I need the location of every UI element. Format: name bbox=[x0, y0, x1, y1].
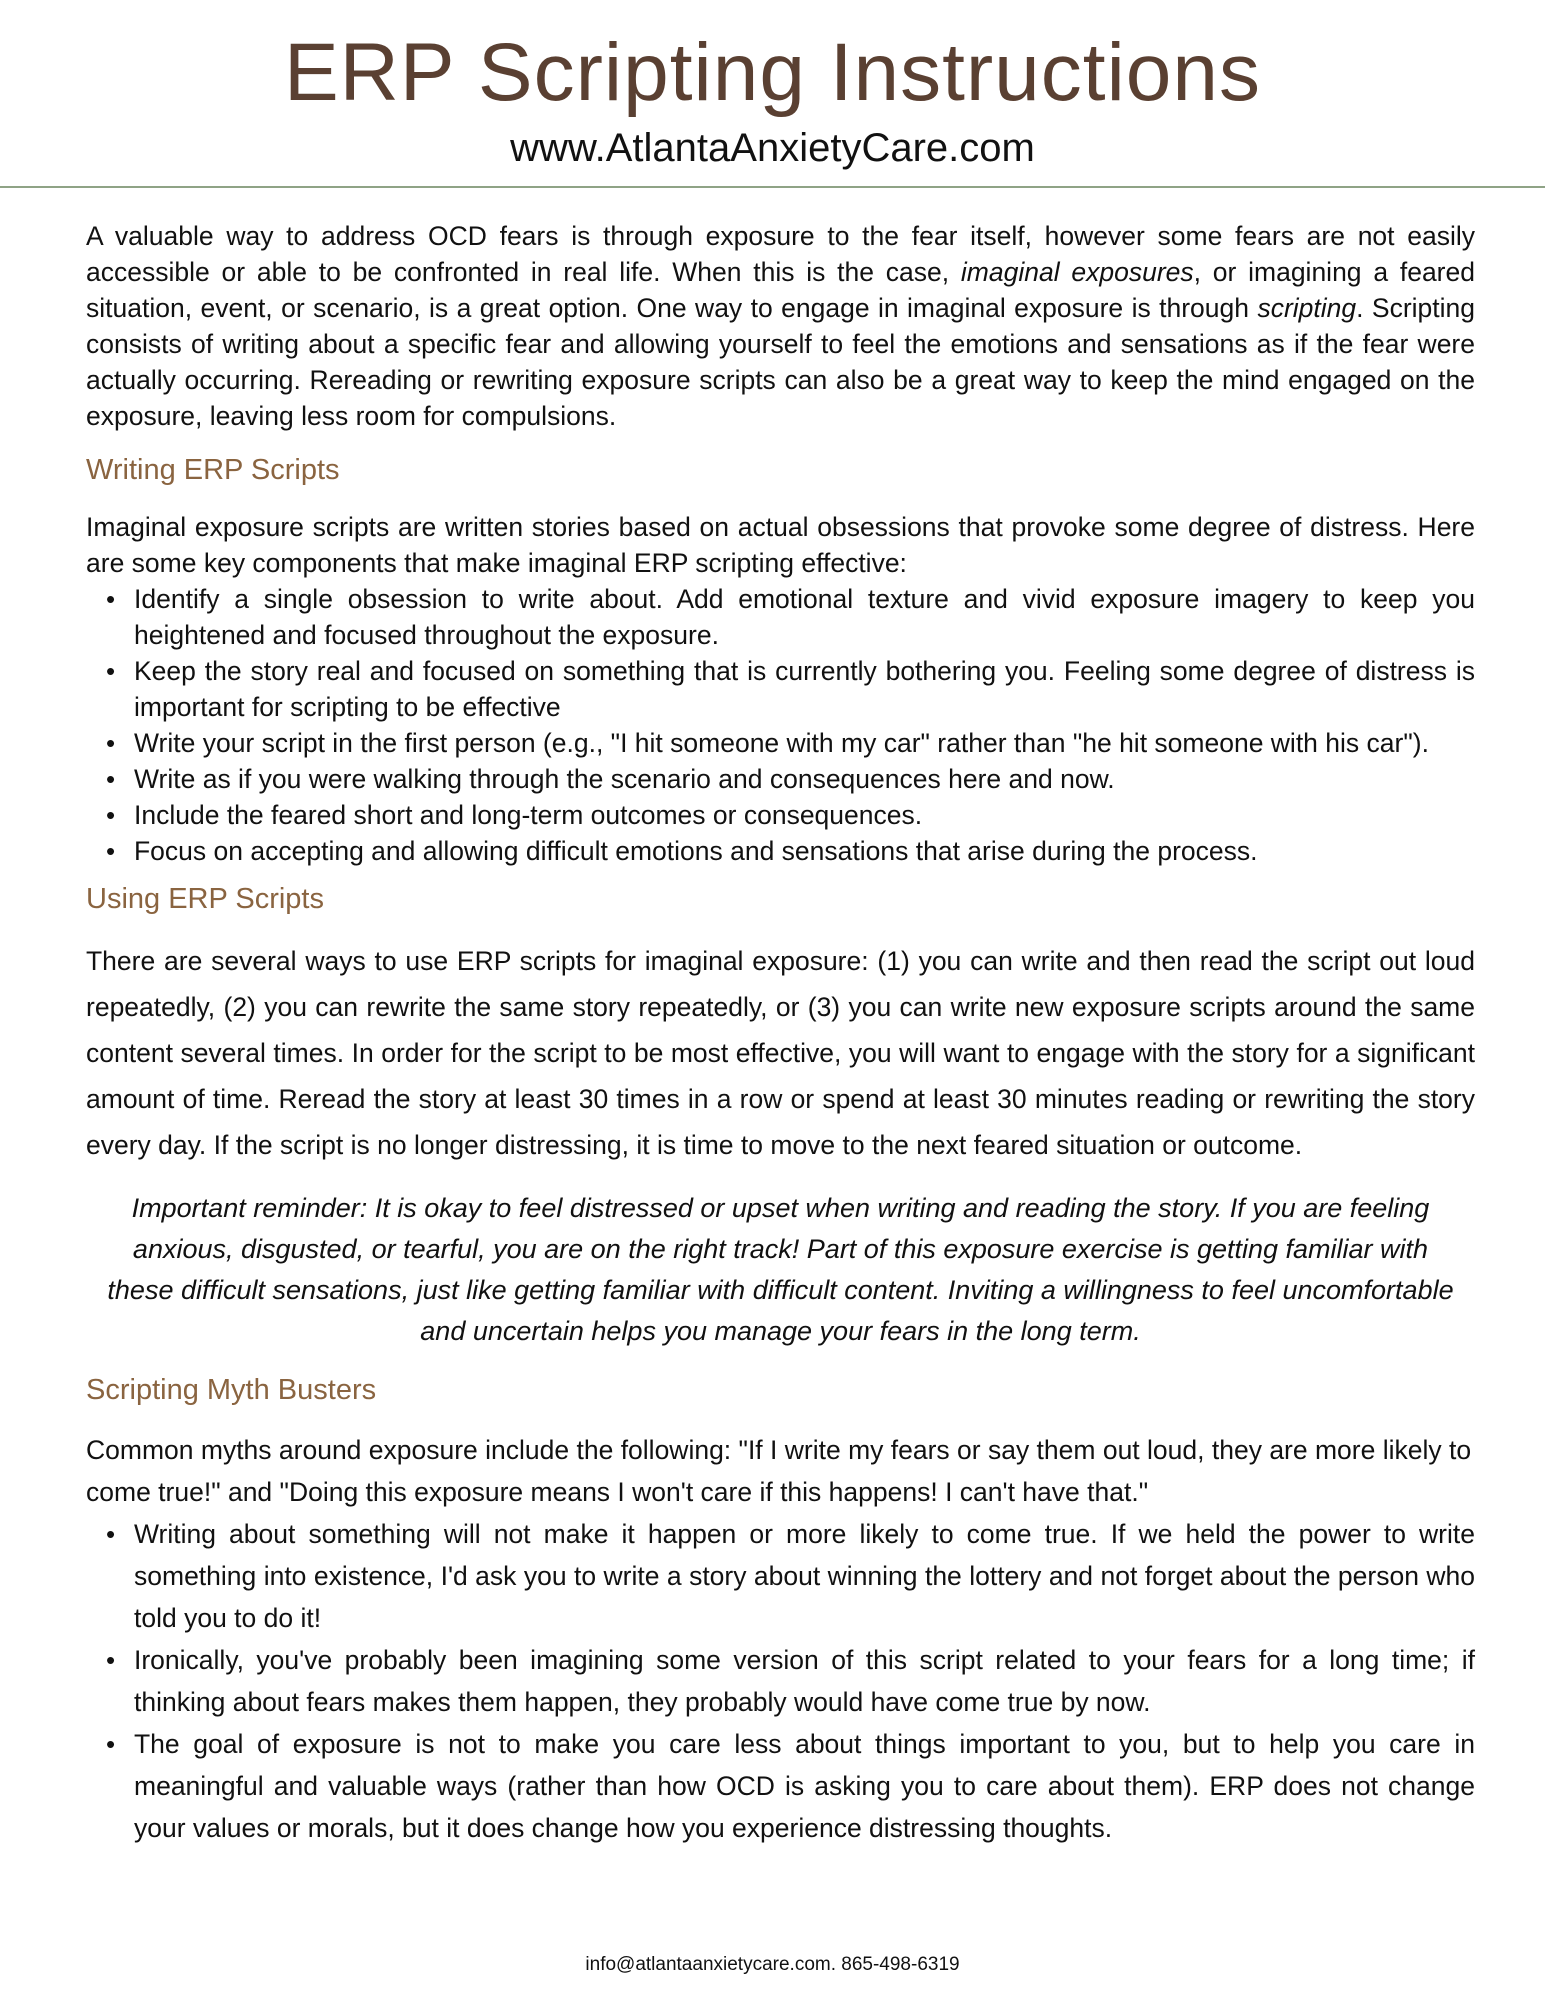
list-item: • Writing about something will not make it happen or more likely to come true. If we held the power to write something into existence, I'd ask you to write a story about winning the lottery and not forget about the person who told you to do it! bbox=[134, 1513, 1475, 1639]
intro-emphasis-scripting: scripting bbox=[1257, 293, 1357, 324]
list-item: • Write as if you were walking through the scenario and consequences here and now. bbox=[134, 761, 1475, 797]
section-heading-writing: Writing ERP Scripts bbox=[86, 454, 340, 487]
document-header bbox=[0, 0, 1545, 172]
myths-paragraph: Common myths around exposure include the following: "If I write my fears or say them out loud, they are more likely to come true!" and "Doing this exposure means I won't care if this happens! I can't have that." bbox=[86, 1435, 1472, 1508]
intro-paragraph bbox=[86, 218, 1475, 434]
list-item: • Identify a single obsession to write about. Add emotional texture and vivid exposure imagery to keep you heightened and focused throughout the exposure. bbox=[134, 581, 1475, 653]
document-title: ERP Scripting Instructions bbox=[283, 27, 1261, 118]
document-body bbox=[0, 188, 1545, 1849]
using-paragraph: There are several ways to use ERP scripts for imaginal exposure: (1) you can write and then read the script out loud repeatedly, (2) you can rewrite the same story repeatedly, or (3) you can write new exposure scripts around the same content several times. In order for the script to be most effective, you will want to engage with the story for a significant amount of time. Reread the story at least 30 times in a row or spend at least 30 minutes reading or rewriting the story every day. If the script is no longer distressing, it is time to move to the next feared situation or outcome. bbox=[86, 946, 1475, 1161]
writing-list bbox=[86, 581, 1475, 869]
website-url: www.AtlantaAnxietyCare.com bbox=[510, 126, 1035, 171]
list-item: • Include the feared short and long-term outcomes or consequences. bbox=[134, 797, 1475, 833]
list-item: • The goal of exposure is not to make you care less about things important to you, but to help you care in meaningful and valuable ways (rather than how OCD is asking you to care about them). ERP does not change your values or morals, but it does change how you experience distressing thoughts. bbox=[134, 1723, 1475, 1849]
intro-text-2: , or imagining a feared situation, event, or scenario, is a great option. One way to engage in imaginal exposure is through bbox=[86, 257, 1475, 324]
list-item: • Keep the story real and focused on something that is currently bothering you. Feeling some degree of distress is important for scripting to be effective bbox=[134, 653, 1475, 725]
myths-list bbox=[86, 1513, 1475, 1849]
section-heading-myths: Scripting Myth Busters bbox=[86, 1374, 377, 1407]
section-heading-using: Using ERP Scripts bbox=[86, 883, 324, 916]
intro-text-1: A valuable way to address OCD fears is through exposure to the fear itself, however some fears are not easily accessible or able to be confronted in real life. When this is the case, bbox=[86, 221, 1475, 288]
footer-contact: info@atlantaanxietycare.com. 865-498-6319 bbox=[585, 1954, 960, 1975]
list-item: • Write your script in the first person (e.g., "I hit someone with my car" rather than "he hit someone with his car"). bbox=[134, 725, 1475, 761]
intro-text-3: . Scripting consists of writing about a specific fear and allowing yourself to feel the emotions and sensations as if the fear were actually occurring. Rereading or rewriting exposure scripts can also be a great way to keep the mind engaged on the exposure, leaving less room for compulsions. bbox=[86, 293, 1476, 432]
list-item: • Focus on accepting and allowing difficult emotions and sensations that arise during the process. bbox=[134, 833, 1475, 869]
important-reminder: Important reminder: It is okay to feel distressed or upset when writing and reading the story. If you are feeling anxious, disgusted, or tearful, you are on the right track! Part of this exposure exercise is getting familiar with these difficult sensations, just like getting familiar with difficult content. Inviting a willingness to feel uncomfortable and uncertain helps you manage your fears in the long term. bbox=[107, 1193, 1454, 1347]
writing-paragraph: Imaginal exposure scripts are written stories based on actual obsessions that provoke some degree of distress. Here are some key components that make imaginal ERP scripting effective: bbox=[86, 512, 1475, 579]
list-item: • Ironically, you've probably been imagining some version of this script related to your fears for a long time; if thinking about fears makes them happen, they probably would have come true by now. bbox=[134, 1639, 1475, 1723]
intro-emphasis-imaginal-exposures: imaginal exposures bbox=[960, 257, 1194, 288]
